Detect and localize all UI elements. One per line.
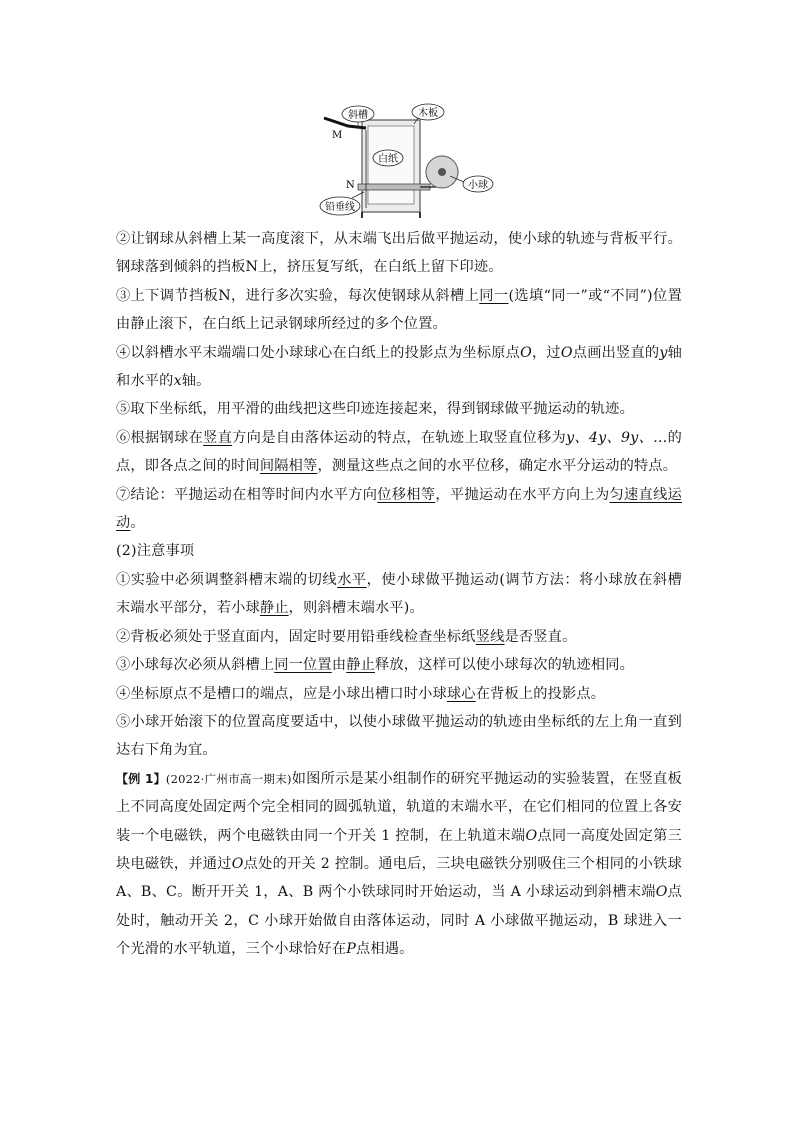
text-segment: ，平抛运动在水平方向上为: [435, 486, 610, 503]
text-segment: ②背板必须处于竖直面内，固定时要用铅垂线检查坐标纸: [116, 628, 476, 645]
note-2: [116, 623, 682, 651]
answer-underlined: 间隔相等: [259, 458, 318, 475]
label-plumb: 铅垂线: [325, 202, 355, 213]
answer-underlined: 水平: [337, 571, 367, 588]
text-segment: ③上下调节挡板N，进行多次实验，每次使钢球从斜槽上: [116, 287, 480, 304]
text-segment: 轴。: [181, 373, 211, 390]
text-segment: ③小球每次必须从斜槽上: [116, 657, 275, 674]
label-ball: 小球: [468, 180, 488, 191]
holder-hub: [438, 168, 446, 176]
text-segment: 的点，即各点之间的时间: [116, 429, 683, 475]
answer-underlined: 静止: [346, 657, 375, 674]
math-var: O: [231, 855, 244, 872]
text-segment: 点处时，触动开关 2，C 小球开始做自由落体运动，同时 A 小球做平抛运动，B 球进入一个光滑的水平轨道，三个小球恰好在: [116, 884, 683, 958]
text-segment: ⑦结论：平抛运动在相等时间内水平方向: [116, 486, 378, 503]
answer-underlined: 竖直: [203, 429, 233, 446]
text-segment: ，使小球做平抛运动(调节方法：将小球放在斜槽末端水平部分，若小球: [116, 571, 682, 617]
answer-underlined: 竖线: [475, 628, 505, 645]
example-source: (2022·广州市高一期末): [165, 771, 292, 786]
step-5: ⑤取下坐标纸，用平滑的曲线把这些印迹连接起来，得到钢球做平抛运动的轨迹。: [116, 401, 634, 418]
math-var: O: [655, 884, 668, 901]
example-tag: 【例 1】: [116, 771, 166, 786]
text-segment: ，则斜槽末端水平)。: [288, 600, 424, 617]
label-slope: 斜槽: [348, 110, 368, 121]
apparatus-diagram: [318, 100, 498, 220]
math-var: P: [346, 941, 356, 958]
answer-underlined: 位移相等: [377, 486, 436, 503]
answer-underlined: 匀速直线运动: [116, 486, 682, 532]
label-paper: 白纸: [378, 154, 398, 165]
text-segment: 。: [130, 515, 145, 532]
text-segment: ④以斜槽水平末端端口处小球球心在白纸上的投影点为坐标原点: [116, 344, 521, 361]
math-var: y: [659, 344, 668, 361]
text-segment: 释放，这样可以使小球每次的轨迹相同。: [375, 657, 634, 674]
text-segment: 点同一高度处固定第三块电磁铁，并通过: [116, 827, 682, 872]
text-segment: 是否竖直。: [504, 628, 577, 645]
math-var: y、4y、9y、…: [566, 429, 668, 446]
text-segment: 点处的开关 2 控制。通电后，三块电磁铁分别吸住三个相同的小铁球 A、B、C。断开开关 1，A、B 两个小铁球同时开始运动，当 A 小球运动到斜槽末端: [116, 855, 682, 901]
text-content: [116, 225, 682, 964]
label-n: N: [346, 180, 355, 191]
step-4: [116, 339, 682, 396]
text-segment: 在背板上的投影点。: [475, 685, 606, 702]
baffle-n: [358, 184, 430, 190]
note-1: [116, 566, 682, 623]
answer-underlined: 同一: [479, 287, 509, 304]
math-var: x: [173, 373, 182, 390]
step-6: [116, 424, 682, 481]
text-segment: ④坐标原点不是槽口的端点，应是小球出槽口时小球: [116, 685, 447, 702]
math-var: O: [525, 827, 538, 844]
label-m: M: [332, 130, 343, 141]
text-segment: (选填“同一”或“不同”)位置由静止滚下，在白纸上记录钢球所经过的多个位置。: [116, 287, 682, 333]
text-segment: ，测量这些点之间的水平位移，确定水平分运动的特点。: [317, 458, 678, 475]
text-segment: 如图所示是某小组制作的研究平抛运动的实验装置，在竖直板上不同高度处固定两个完全相同的圆弧轨道，轨道的末端水平，在它们相同的位置上各安装一个电磁铁，两个电磁铁由同一个开关 1 控制，在上轨道末端: [116, 770, 683, 844]
text-segment: ⑥根据钢球在: [116, 429, 204, 446]
note-4: [116, 680, 682, 708]
apparatus-figure: [318, 100, 498, 220]
math-var: O: [520, 344, 532, 361]
text-segment: 由: [331, 657, 347, 674]
text-segment: 方向是自由落体运动的特点，在轨迹上取竖直位移为: [232, 429, 567, 446]
note-3: [116, 651, 682, 679]
answer-underlined: 球心: [446, 685, 476, 702]
answer-underlined: 同一位置: [274, 657, 332, 674]
text-segment: 点相遇。: [355, 941, 414, 958]
example-1: [116, 765, 682, 964]
step-3: [116, 282, 682, 339]
notes-heading: (2)注意事项: [116, 543, 195, 560]
step-2: ②让钢球从斜槽上某一高度滚下，从末端飞出后做平抛运动，使小球的轨迹与背板平行。钢球落到倾斜的挡板N上，挤压复写纸，在白纸上留下印迹。: [116, 231, 682, 276]
text-segment: ，过: [531, 344, 561, 361]
step-7: [116, 481, 682, 538]
text-segment: ①实验中必须调整斜槽末端的切线: [116, 571, 338, 588]
math-var: O: [560, 344, 573, 361]
text-segment: 轴和水平的: [116, 344, 683, 390]
note-5: ⑤小球开始滚下的位置高度要适中，以使小球做平抛运动的轨迹由坐标纸的左上角一直到达右下角为宜。: [116, 713, 682, 759]
text-segment: 点画出竖直的: [572, 344, 660, 361]
answer-underlined: 静止: [259, 600, 289, 617]
label-board: 木板: [418, 108, 438, 119]
